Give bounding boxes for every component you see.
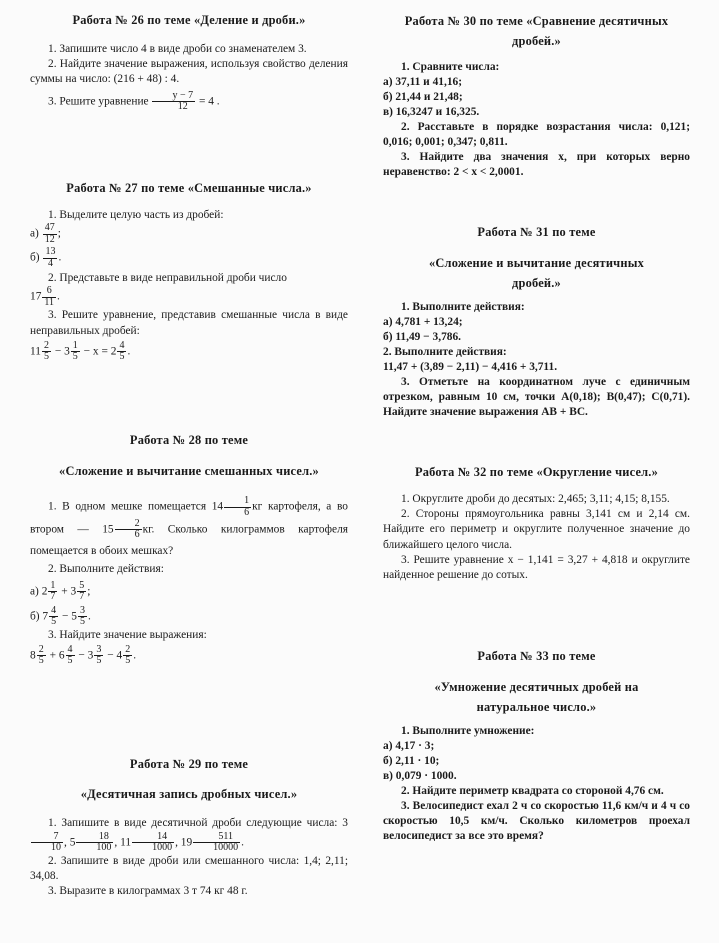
work-29-task-1: 1. Запишите в виде десятичной дроби следующие числа: 3 $\frac{7}{10}$ , 5 $\frac{18}{100}$ , 11 $\frac{14}{1000}$ , 19 $\frac{511}{10000}$ . — [30, 815, 348, 854]
work-30-task-3: 3. Найдите два значения x, при которых верно неравенство: 2 < x < 2,0001. — [383, 150, 690, 179]
work-27-item-b: б) $\frac{13}{4}$ . — [30, 246, 62, 269]
work-31-title-line-1: Работа № 31 по теме — [477, 225, 596, 239]
work-28-task-1: 1. В одном мешке помещается 14 $\frac{1}{6}$ кг картофеля, а во втором — 15 $\frac{2}{6}$ кг. Сколько килограммов картофеля помещается в обоих мешках? — [30, 495, 349, 557]
work-33-item-a: а) 4,17 · 3; — [383, 740, 435, 753]
work-29-title-line-1: Работа № 29 по теме — [129, 757, 249, 771]
work-31-task-1: 1. Выполните действия: — [401, 301, 525, 314]
work-31-task-3: 3. Отметьте на координатном луче с единичным отрезком, равным 10 см, точки A(0,18); B(0,47); C(0,71). Найдите значение выражения AB + BC. — [383, 376, 690, 419]
work-28 — [30, 432, 348, 667]
work-26-task-1: 1. Запишите число 4 в виде дроби со знаменателем 3. — [48, 43, 307, 56]
work-30 — [383, 12, 690, 180]
work-31 — [383, 224, 690, 420]
work-31-item-a: а) 4,781 + 13,24; — [383, 316, 463, 329]
work-26 — [30, 12, 348, 113]
work-27-task-1: 1. Выделите целую часть из дробей: — [48, 209, 224, 222]
work-33-title-line-1: Работа № 33 по теме — [477, 649, 596, 663]
work-28-item-b: б) 7 $\frac{4}{5}$ − 5 $\frac{3}{5}$ . — [30, 604, 91, 627]
work-32-task-2: 2. Стороны прямоугольника равны 3,141 см и 2,14 см. Найдите его периметр и округлите полученное значение до ближайшего целого числа. — [383, 508, 690, 551]
work-26-task-2: 2. Найдите значение выражения, используя свойство деления суммы на число: (216 + 48) : 4. — [30, 58, 348, 86]
work-27-equation: 11 $\frac{2}{5}$ − 3 $\frac{1}{5}$ − x = 2 $\frac{4}{5}$ . — [30, 339, 131, 363]
work-33-title-line-2: «Умножение десятичных дробей на натуральное число.» — [434, 680, 639, 715]
work-32-title: Работа № 32 по теме «Округление чисел.» — [415, 465, 658, 479]
work-27-task-2: 2. Представьте в виде неправильной дроби число — [48, 272, 287, 285]
work-28-item-a: а) 2 $\frac{1}{7}$ + 3 $\frac{5}{7}$ ; — [30, 579, 91, 602]
work-30-item-a: а) 37,11 и 41,16; — [383, 75, 463, 88]
work-30-item-b: б) 21,44 и 21,48; — [383, 90, 463, 103]
work-30-item-c: в) 16,3247 и 16,325. — [383, 105, 480, 118]
work-30-task-2: 2. Расставьте в порядке возрастания числа: 0,121; 0,016; 0,001; 0,347; 0,811. — [383, 120, 690, 148]
work-26-task-3: 3. Решите уравнение $\frac{y - 7}{12}$ = 4 . — [48, 89, 220, 113]
work-32-task-1: 1. Округлите дроби до десятых: 2,465; 3,11; 4,15; 8,155. — [401, 493, 670, 506]
work-33-item-b: б) 2,11 · 10; — [383, 755, 440, 768]
work-33-item-c: в) 0,079 · 1000. — [383, 770, 457, 783]
work-31-item-b: б) 11,49 − 3,786. — [383, 331, 461, 344]
work-27-title: Работа № 27 по теме «Смешанные числа.» — [66, 181, 312, 195]
work-31-task-2: 2. Выполните действия: — [383, 346, 507, 359]
work-27-mixed-number: 17 $\frac{6}{11}$ . — [30, 285, 60, 308]
work-33-task-1: 1. Выполните умножение: — [401, 725, 535, 738]
work-29-title-line-2: «Десятичная запись дробных чисел.» — [80, 787, 298, 802]
work-28-task-3: 3. Найдите значение выражения: — [48, 628, 207, 641]
work-27-task-3: 3. Решите уравнение, представив смешанные числа в виде неправильных дробей: — [30, 309, 348, 337]
work-27-item-a: а) $\frac{47}{12}$ ; — [30, 222, 61, 245]
work-28-title-line-2: «Сложение и вычитание смешанных чисел.» — [59, 464, 319, 479]
work-28-task-2: 2. Выполните действия: — [48, 563, 164, 576]
work-33 — [383, 648, 690, 844]
work-28-expression: 8 $\frac{2}{5}$ + 6 $\frac{4}{5}$ − 3 $\frac{3}{5}$ − 4 $\frac{2}{5}$ . — [30, 643, 137, 667]
work-33-task-3: 3. Велосипедист ехал 2 ч со скоростью 11,6 км/ч и 4 ч со скоростью 10,5 км/ч. Сколько километров проехал велосипедист за все это время? — [383, 800, 690, 843]
work-29-task-2: 2. Запишите в виде дроби или смешанного числа: 1,4; 2,11; 34,08. — [30, 854, 348, 882]
work-30-task-1: 1. Сравните числа: — [401, 60, 500, 73]
work-30-title: Работа № 30 по теме «Сравнение десятичных дробей.» — [404, 14, 669, 48]
work-28-title-line-1: Работа № 28 по теме — [129, 433, 249, 447]
work-26-title: Работа № 26 по теме «Деление и дроби.» — [72, 13, 306, 27]
work-29-task-3: 3. Выразите в килограммах 3 т 74 кг 48 г. — [48, 884, 248, 897]
work-27 — [30, 180, 348, 363]
fraction: $\frac{y - 7}{12}$ — [152, 91, 195, 113]
work-32-task-3: 3. Решите уравнение x − 1,141 = 3,27 + 4,818 и округлите найденное решение до сотых. — [383, 553, 690, 581]
work-31-title-line-2: «Сложение и вычитание десятичных дробей.» — [429, 256, 644, 291]
work-33-task-2: 2. Найдите периметр квадрата со стороной 4,76 см. — [401, 785, 664, 798]
work-31-expression: 11,47 + (3,89 − 2,11) − 4,416 + 3,711. — [383, 361, 558, 374]
work-32 — [383, 464, 690, 583]
work-29 — [30, 756, 348, 899]
